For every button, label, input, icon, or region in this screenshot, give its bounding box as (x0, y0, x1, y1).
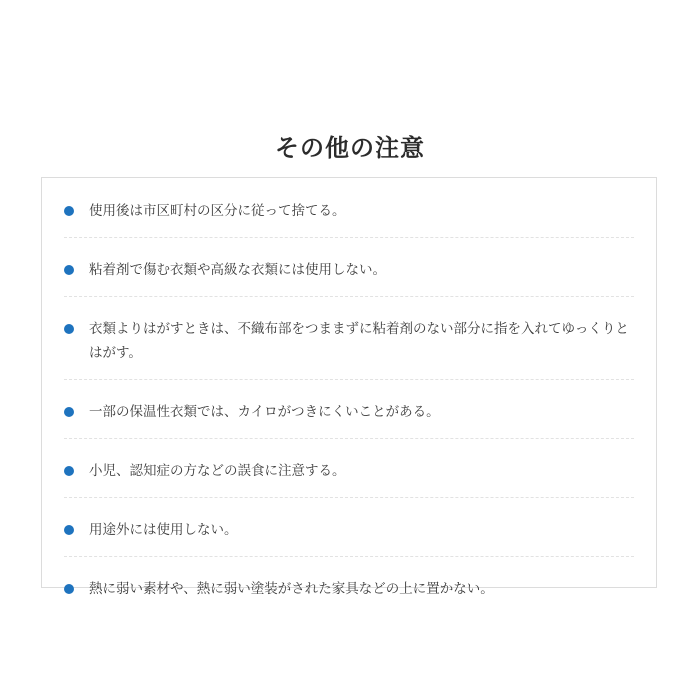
page-title: その他の注意 (275, 134, 425, 163)
notice-list (64, 193, 634, 615)
list-item (64, 193, 634, 238)
list-item-text: 衣類よりはがすときは、不織布部をつままずに粘着剤のない部分に指を入れてゆっくりとはがす。 (89, 321, 629, 361)
bullet-icon (64, 584, 74, 594)
list-item (64, 453, 634, 498)
list-item-text: 粘着剤で傷む衣類や高級な衣類には使用しない。 (89, 262, 386, 278)
list-item (64, 311, 634, 380)
bullet-icon (64, 525, 74, 535)
list-item-text: 熱に弱い素材や、熱に弱い塗装がされた家具などの上に置かない。 (89, 581, 494, 597)
list-item-text: 一部の保温性衣類では、カイロがつきにくいことがある。 (89, 404, 440, 420)
bullet-icon (64, 407, 74, 417)
list-item (64, 252, 634, 297)
list-item-text: 使用後は市区町村の区分に従って捨てる。 (89, 203, 346, 219)
list-item-text: 用途外には使用しない。 (89, 522, 238, 538)
bullet-icon (64, 265, 74, 275)
list-item-text: 小児、認知症の方などの誤食に注意する。 (89, 463, 346, 479)
bullet-icon (64, 206, 74, 216)
notice-box (41, 177, 657, 597)
list-item (64, 512, 634, 557)
bullet-icon (64, 466, 74, 476)
list-item (64, 394, 634, 439)
bullet-icon (64, 324, 74, 334)
list-item (64, 571, 634, 615)
